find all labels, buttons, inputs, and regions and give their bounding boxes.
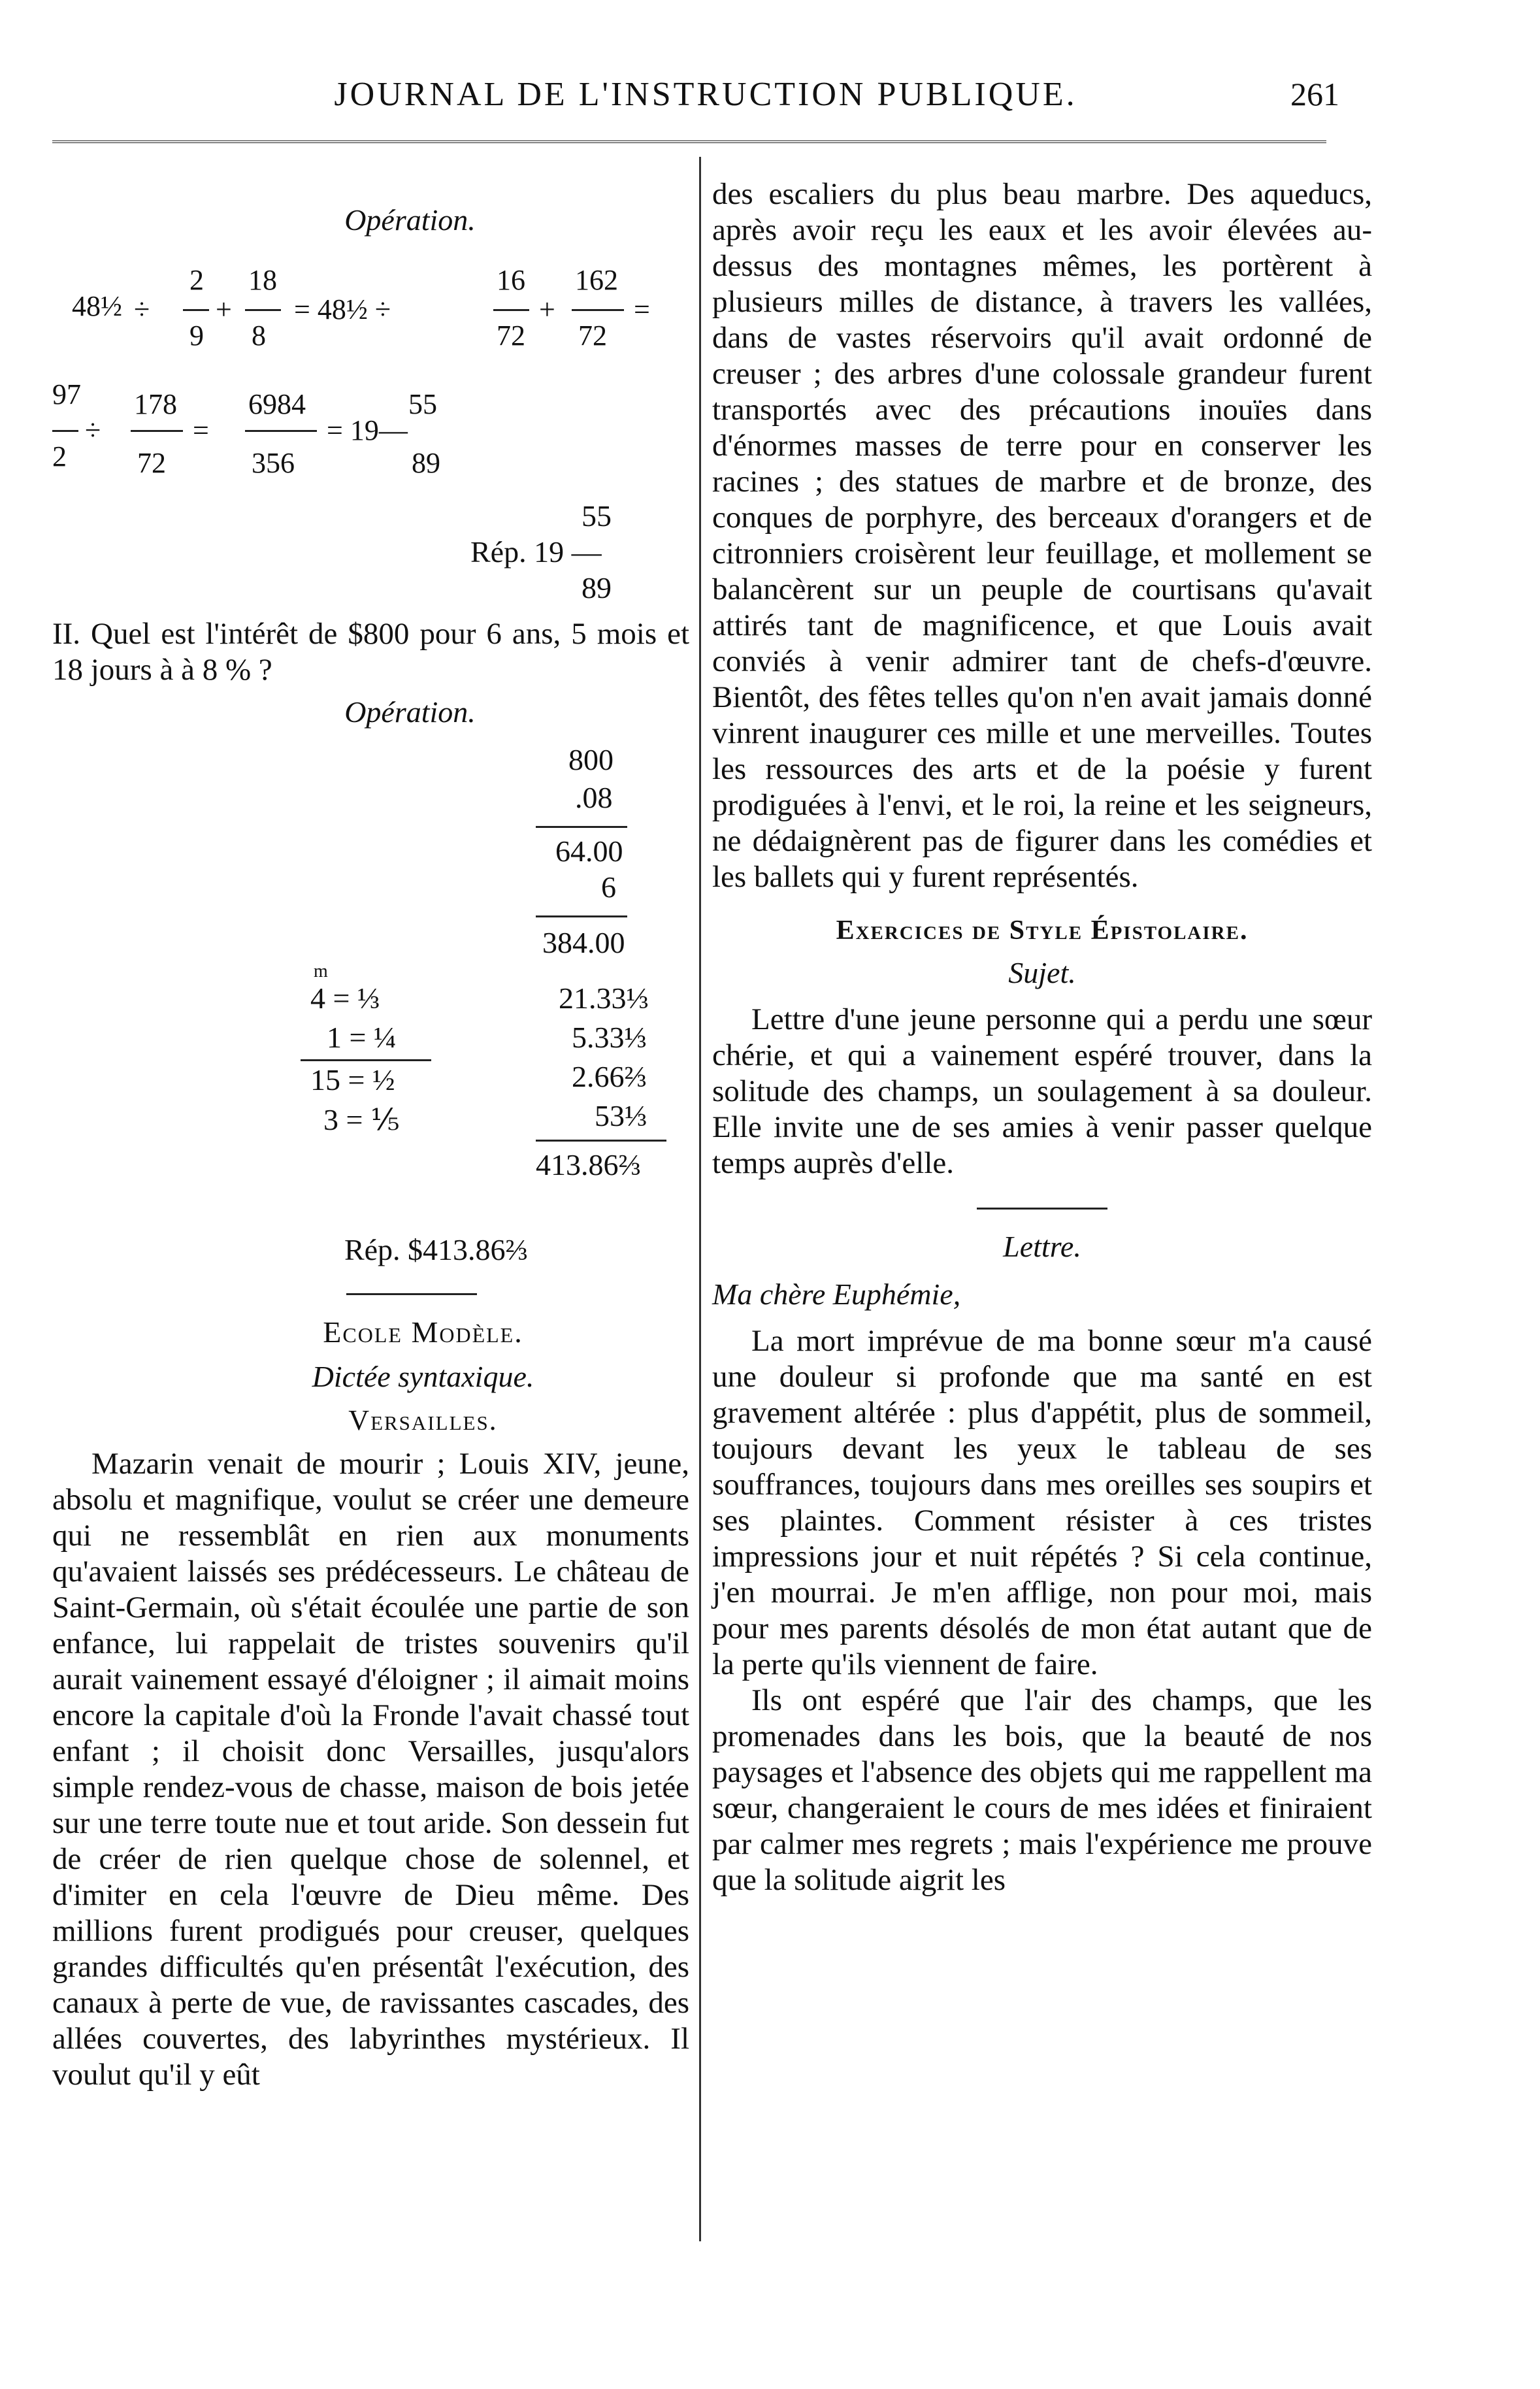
dictee-heading: Dictée syntaxique. <box>312 1360 534 1393</box>
l2-n4: 55 <box>408 388 437 420</box>
rep1-label: Rép. 19 — <box>470 535 602 568</box>
sujet-text: Lettre d'une jeune personne qui a perdu une sœur chérie, et qui a vainement espéré trouver, dans la solitude des champs, un soulagement à sa douleur. Elle invite une de ses amies à venir passer quelque temps auprès d'elle. <box>712 1002 1372 1180</box>
frac-bar <box>493 309 529 311</box>
letter-paragraph-1: La mort imprévue de ma bonne sœur m'a causé une douleur si profonde que ma santé en est gravement altérée : plus d'appétit, plus de sommeil, toujours devant les yeux le tableau de ses souffrances, toujours dans mes oreilles ses soupirs et ses plaintes. Comment résister à ces tristes impressions jour et nuit répétés ? Si cela continue, j'en mourrai. Je m'en afflige, non pour moi, mais pour mes parents désolés de mon état autant que de la perte qu'ils viennent de faire. <box>712 1324 1372 1681</box>
l2-res: = 19— <box>327 414 408 446</box>
calc-total: 413.86⅔ <box>536 1148 641 1181</box>
l2-n2: 178 <box>134 388 177 420</box>
calc-r2-value: 5.33⅓ <box>572 1021 647 1054</box>
l1-eq: = 48½ ÷ <box>294 293 391 325</box>
frac-bar <box>183 309 209 311</box>
l2-d1: 2 <box>52 440 67 472</box>
calc-r2-label: 1 = ¼ <box>327 1021 397 1054</box>
l2-d2: 72 <box>137 447 166 479</box>
frac-bar <box>572 309 624 311</box>
operation-2-calc <box>52 729 689 1239</box>
dictee-continuation: des escaliers du plus beau marbre. Des aqueducs, après avoir reçu les eaux et les avoir élevées au-dessus des montagnes mêmes, les portèrent à plusieurs milles de distance, à travers les vallées, dans de vastes réservoirs qu'il avait ordonné de creuser ; des arbres d'une colossale grandeur furent transportés avec des précautions inouïes dans d'énormes masses de terre pour en conserver les racines ; des statues de marbre et de bronze, des conques de porphyre, des berceaux d'orangers et de citronniers croisèrent leur feuillage, et mollement se balancèrent sur un peuple de courtisans qu'avait attirés tant de magnificence, et que Louis avait conviés à venir admirer tant de chefs-d'œuvre. Bientôt, des fêtes telles qu'on n'en avait jamais donné vinrent inaugurer ces mille et une merveilles. Toutes les ressources des arts et de la poésie y furent prodiguées à l'envi, et le roi, la reine et les seigneurs, ne dédaignèrent pas de figurer dans les comédies et les ballets qui y furent représentés. <box>712 177 1372 894</box>
l2-div: ÷ <box>85 414 101 446</box>
frac-bar <box>52 430 78 432</box>
calc-6400: 64.00 <box>555 834 623 868</box>
letter-paragraph-2: Ils ont espéré que l'air des champs, que les promenades dans les bois, que la beauté de nos paysages et l'absence des objets qui me rappellent ma sœur, changeraient le cours de mes idées et finiraient par calmer mes regrets ; mais l'expérience me prouve que la solitude aigrit les <box>712 1683 1372 1897</box>
left-column <box>52 176 689 2093</box>
operation-1-math <box>52 250 689 499</box>
calc-r3-value: 2.66⅔ <box>572 1060 647 1093</box>
l1-n4: 162 <box>575 264 618 296</box>
l1-n1: 2 <box>189 264 204 296</box>
l1-d2: 8 <box>252 320 266 352</box>
calc-rule <box>536 915 627 917</box>
l1-n2: 18 <box>248 264 277 296</box>
rep1-num: 55 <box>582 499 612 533</box>
frac-bar <box>245 430 317 432</box>
l1-n3: 16 <box>497 264 525 296</box>
calc-800: 800 <box>568 743 614 776</box>
calc-m: m <box>314 961 328 981</box>
l1-d1: 9 <box>189 320 204 352</box>
calc-r4-value: 53⅓ <box>595 1099 647 1132</box>
header-rule <box>52 140 1326 143</box>
question-2: II. Quel est l'intérêt de $800 pour 6 ans, 5 mois et 18 jours à à 8 % ? <box>52 617 689 687</box>
calc-rule <box>301 1059 431 1061</box>
l2-d3: 356 <box>252 447 295 479</box>
journal-title: JOURNAL DE L'INSTRUCTION PUBLIQUE. <box>334 76 1077 113</box>
right-column <box>712 176 1372 1898</box>
l1-div: ÷ <box>134 293 150 325</box>
salutation: Ma chère Euphémie, <box>712 1277 961 1311</box>
calc-08: .08 <box>575 781 613 814</box>
ecole-heading: Ecole Modèle. <box>323 1315 523 1349</box>
frac-bar <box>131 430 183 432</box>
section-rule <box>977 1208 1107 1210</box>
calc-6: 6 <box>601 870 616 904</box>
l2-eq: = <box>193 414 209 446</box>
operation-heading-2: Opération. <box>344 695 476 729</box>
l2-n1: 97 <box>52 378 81 410</box>
calc-38400: 384.00 <box>542 926 625 959</box>
l1-eq-2: = <box>634 293 650 325</box>
exercices-heading: Exercices de Style Épistolaire. <box>836 915 1249 946</box>
calc-r4-label: 3 = ⅕ <box>323 1103 400 1136</box>
l1-whole: 48½ <box>72 290 122 322</box>
l1-plus-2: + <box>539 293 555 325</box>
calc-rule <box>536 1140 666 1142</box>
calc-rule <box>536 826 627 828</box>
page-header <box>52 75 1359 127</box>
answer-1 <box>52 499 689 616</box>
column-divider <box>699 157 701 2241</box>
operation-heading-1: Opération. <box>344 203 476 237</box>
l1-d3: 72 <box>497 320 525 352</box>
page-number: 261 <box>1290 76 1339 112</box>
l1-plus: + <box>216 293 232 325</box>
l1-d4: 72 <box>578 320 607 352</box>
dictee-paragraph: Mazarin venait de mourir ; Louis XIV, jeune, absolu et magnifique, voulut se créer une demeure qui ne ressemblât en rien aux monuments qu'avaient laissés ses prédécesseurs. Le château de Saint-Germain, où s'était écoulée une partie de son enfance, lui rappelait de tristes souvenirs qu'il aurait vainement essayé d'éloigner ; il aimait moins encore la capitale d'où la Fronde l'avait chassé tout enfant ; il choisit donc Versailles, jusqu'alors simple rendez-vous de chasse, maison de bois jetée sur une terre toute nue et tout aride. Son dessein fut de créer de rien quelque chose de solennel, et d'imiter en cela l'œuvre de Dieu même. Des millions furent prodigués pour creuser, quelques grandes difficultés qu'en présentât l'exécution, des canaux à perte de vue, de ravissantes cascades, des allées couvertes, des labyrinthes mystérieux. Il voulut qu'il y eût <box>52 1447 689 2092</box>
versailles-heading: Versailles. <box>348 1404 498 1436</box>
calc-r3-label: 15 = ½ <box>310 1063 395 1096</box>
section-rule <box>346 1293 477 1295</box>
calc-r1-label: 4 = ⅓ <box>310 981 380 1015</box>
lettre-heading: Lettre. <box>1003 1230 1081 1263</box>
l2-n3: 6984 <box>248 388 306 420</box>
rep1-den: 89 <box>582 571 612 604</box>
answer-2: Rép. $413.86⅔ <box>344 1233 529 1266</box>
sujet-heading: Sujet. <box>1008 956 1076 989</box>
calc-r1-value: 21.33⅓ <box>559 981 649 1015</box>
l2-d4: 89 <box>412 447 440 479</box>
frac-bar <box>245 309 281 311</box>
